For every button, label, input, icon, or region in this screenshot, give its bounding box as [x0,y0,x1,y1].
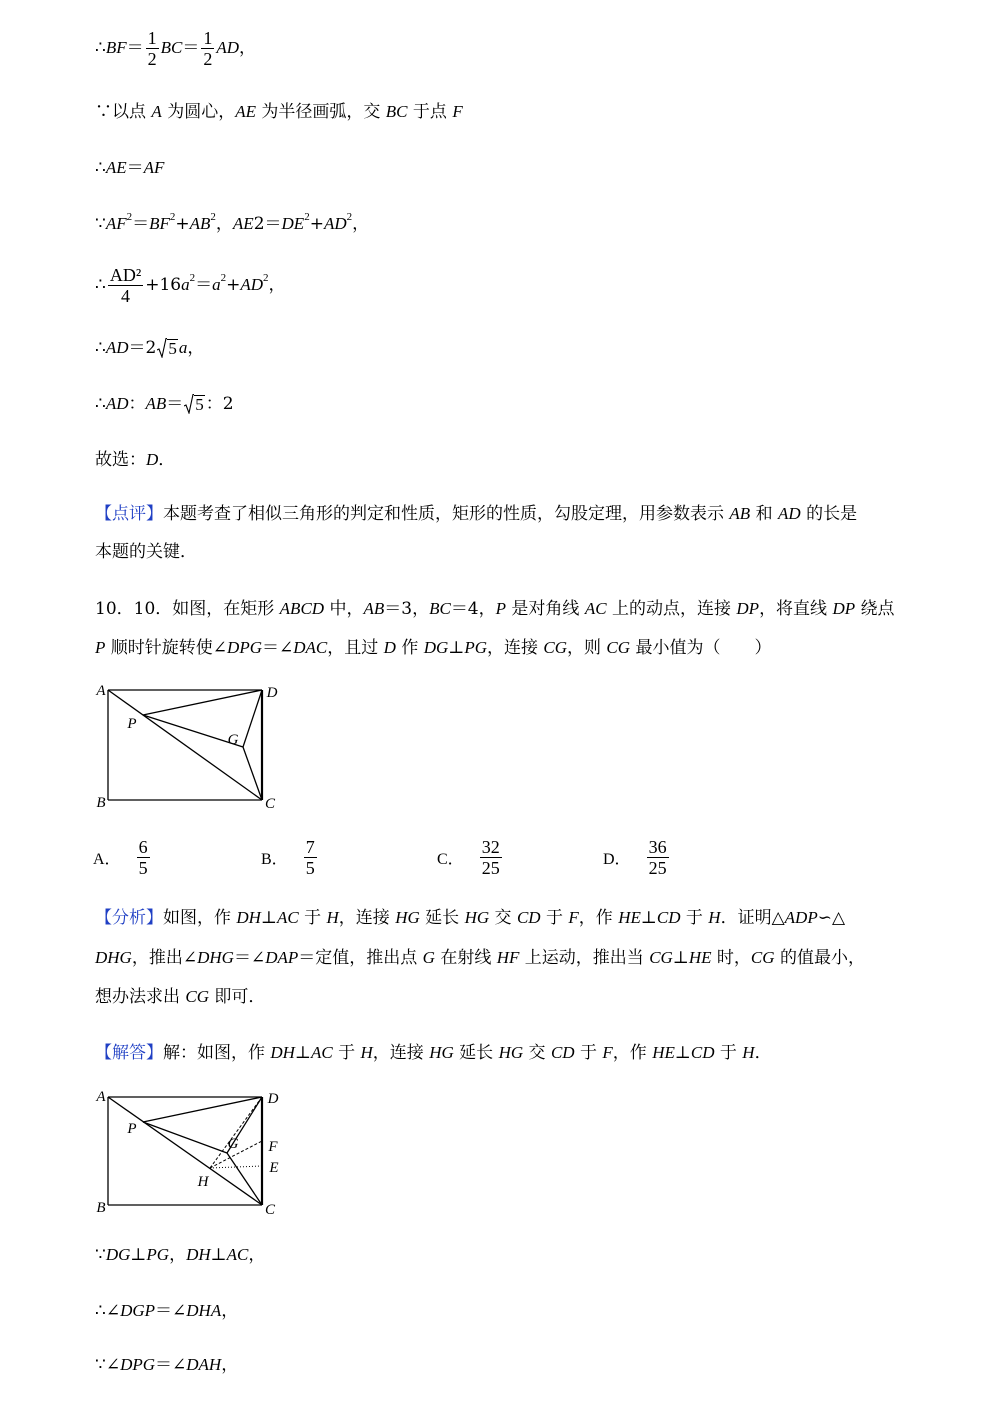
text-run: ⊥ [210,1245,227,1265]
math-variable: A [151,102,162,121]
math-variable: AE [235,102,256,121]
math-variable: HG [429,1043,454,1062]
math-variable: AD [216,38,240,57]
math-variable: AB [145,394,167,413]
step-perpendiculars [95,1243,265,1267]
analysis-line-2 [95,946,865,970]
text-run: ， [221,1355,239,1375]
text-run: ∴ [95,338,106,358]
math-variable: BC [160,38,183,57]
text-run: 想办法求出 [95,987,186,1007]
text-run: 2＝ [253,214,282,234]
text-run: + [226,275,241,295]
label-a: A [96,1089,106,1105]
text-run: ＝ [126,158,144,178]
text-run: ⊥ [260,908,277,928]
text-run: +16 [145,275,182,295]
math-variable: H [708,908,721,927]
text-run: ，作 [578,908,619,928]
text-run: ， [215,214,233,234]
step-ad-value [95,336,204,360]
math-variable: H [360,1043,373,1062]
text-run: ＝ [182,38,200,58]
step-equation: ∴ $\frac{\text{AD²}}{4}$ +16 a 2 ＝ a 2 + AD 2 ， [95,264,286,306]
text-run: 的长是 [800,504,858,524]
math-variable: AC [276,908,299,927]
math-variable: BF [105,38,127,57]
section-tag: 【分析】 [95,908,163,928]
math-variable: AD [240,275,264,294]
text-run: ∴ [95,394,106,414]
segment-dh-dashed [210,1097,262,1168]
text-run: 时， [711,948,751,968]
text-run: ⊥ [448,638,465,658]
math-variable: HE [688,948,712,967]
figure-rectangle-abcd [90,676,290,816]
question-10-line-1 [95,597,895,621]
fraction [146,28,159,69]
segment-pd [143,690,262,715]
math-variable: AF [105,214,127,233]
step-bf-equals-half-ad [95,27,257,69]
analysis-line-3 [95,985,265,1009]
fraction-numerator: 32 [481,836,500,857]
text-run: 在射线 [434,948,497,968]
math-variable: DGP [120,1301,156,1320]
math-variable: a [178,338,188,357]
text-run: 顺时针旋转使∠ [105,638,228,658]
comment-line-1 [95,502,857,526]
comment-line-2 [95,540,197,564]
math-variable: DHG [197,948,234,967]
math-variable: AB [729,504,751,523]
text-run: ⊥ [294,1043,311,1063]
text-run: ⊥ [130,1245,147,1265]
fraction-denominator: 5 [138,857,148,878]
text-run: 故选： [95,450,146,470]
text-run: ∵ [95,1245,106,1265]
section-tag: 【解答】 [95,1043,163,1063]
segment-pd [143,1097,262,1122]
text-run: ， [221,1301,239,1321]
text-run: ， [187,338,205,358]
text-run: 最小值为（ ） [630,638,772,658]
text-run: ＝∠ [155,1301,187,1321]
label-b: B [96,795,106,811]
analysis-line-1 [95,906,845,930]
text-run: 如图，作 [163,908,237,928]
text-run: ， [248,1245,266,1265]
solution-intro [95,1041,772,1065]
text-run: ⊥ [674,1043,691,1063]
option-letter: B． [261,850,288,868]
step-angle-dpg-dah [95,1353,238,1377]
text-run: ∴ [95,275,106,295]
option-fraction [137,837,150,878]
math-variable: DH [186,1245,211,1264]
text-run: ＝ [126,38,144,58]
math-variable: DHG [95,948,132,967]
text-run: 于 [298,908,327,928]
text-run: ∴∠ [95,1301,121,1321]
text-run: 10．10．如图，在矩形 [95,599,280,619]
question-10-line-2 [95,636,771,660]
text-run: 上运动，推出当 [519,948,650,968]
text-run: ∴ [95,158,106,178]
text-run: ∵ [95,214,106,234]
text-run: ，作 [612,1043,653,1063]
text-run: ．证明△ [720,908,785,928]
option-letter: D． [603,850,631,868]
math-variable: AD [778,504,801,523]
math-variable: AC [584,599,607,618]
option-fraction [304,837,317,878]
math-variable: PG [464,638,487,657]
text-run: ：2 [205,394,234,414]
math-variable: DAP [265,948,299,967]
math-variable: AD [323,214,347,233]
fraction-denominator: 2 [147,48,157,69]
math-variable: DP [832,599,856,618]
math-variable: D [383,638,396,657]
label-e: E [269,1160,279,1176]
math-variable: BC [385,102,408,121]
text-run: ＝∠ [262,638,294,658]
text-run: ＝4， [450,599,496,619]
math-variable: DH [270,1043,295,1062]
section-tag: 【点评】 [95,504,163,524]
segment-gc [227,1153,262,1205]
math-variable: HG [395,908,420,927]
text-run: 本题考查了相似三角形的判定和性质，矩形的性质，勾股定理，用参数表示 [163,504,730,524]
segment-pg [143,1122,227,1153]
text-run: ＝ [132,214,150,234]
fraction-numerator: 36 [648,836,667,857]
math-variable: P [495,599,507,618]
fraction-denominator: 4 [121,285,131,306]
text-run: 为半径画弧，交 [255,102,386,122]
math-variable: CG [649,948,673,967]
text-run: ． [158,450,176,470]
math-variable: DAC [293,638,328,657]
math-variable: DH [236,908,261,927]
math-variable: DE [281,214,305,233]
math-variable: AE [232,214,254,233]
text-run: 于点 [407,102,453,122]
text-run: ∽△ [817,908,846,928]
text-run: ∵以点 [95,102,152,122]
fraction-numerator: AD² [109,264,142,285]
label-c: C [264,1202,276,1218]
label-c: C [264,796,276,812]
text-run: ，推出∠ [131,948,198,968]
text-run: 交 [523,1043,551,1063]
label-p: P [127,1121,137,1137]
text-run: ＝ [195,275,213,295]
math-variable: HG [464,908,490,927]
text-run: ∴ [95,38,106,58]
text-run: ∵∠ [95,1355,121,1375]
math-variable: a [212,275,221,294]
math-variable: DPG [120,1355,156,1374]
text-run: 即可． [209,987,266,1007]
math-variable: CG [543,638,568,657]
text-run: ＝2 [128,338,157,358]
fraction-denominator: 2 [203,48,213,69]
label-g: G [227,1136,239,1152]
fraction-numerator: 6 [138,836,148,857]
text-run: 于 [680,908,709,928]
math-variable: CD [516,908,541,927]
option-b [261,835,319,879]
answer-choice [95,448,175,472]
fraction [108,265,143,306]
math-variable: AB [363,599,385,618]
math-variable: CG [606,638,631,657]
text-run: ⊥ [672,948,689,968]
text-run: ＝定值，推出点 [298,948,423,968]
step-angle-dgp-dha [95,1299,238,1323]
text-run: ＝∠ [233,948,266,968]
text-run: ， [352,214,370,234]
sqrt-radicand: 5 [168,339,177,358]
text-run: ，且过 [327,638,384,658]
math-variable: D [146,450,159,469]
text-run: ， [169,1245,187,1265]
step-ratio [95,392,234,416]
text-run: 是对角线 [506,599,585,619]
math-variable: AC [310,1043,333,1062]
text-run: ，则 [567,638,607,658]
math-variable: CG [185,987,210,1006]
text-run: 于 [574,1043,603,1063]
label-d: D [267,1091,279,1107]
text-run: ＝3， [384,599,430,619]
option-letter: C． [437,850,464,868]
text-run: 上的动点，连接 [606,599,737,619]
math-variable: CD [656,908,681,927]
step-pythagoras: ∵ AF 2 ＝ BF 2 + AB 2 ， AE 2＝ DE 2 + AD 2 ， [95,211,370,234]
math-variable: DAH [186,1355,222,1374]
square-root [184,394,205,414]
option-a [93,835,152,879]
text-run: 延长 [419,908,465,928]
text-run: ， [239,38,257,58]
math-variable: F [568,908,579,927]
math-variable: H [326,908,339,927]
math-variable: AB [189,214,211,233]
fraction-numerator: 1 [147,27,157,48]
option-fraction [647,837,669,878]
fraction-numerator: 7 [305,836,315,857]
math-variable: P [95,638,106,657]
math-variable: AF [143,158,165,177]
label-a: A [96,683,106,699]
label-d: D [266,685,278,701]
radical-sign-icon [157,338,167,358]
math-variable: HE [652,1043,675,1062]
text-run: ，连接 [486,638,544,658]
text-run: + [175,214,190,234]
fraction [201,28,214,69]
option-c [437,835,504,879]
math-variable: DHA [186,1301,222,1320]
segment-gd [243,690,262,747]
text-run: 绕点 [855,599,895,619]
text-run: ． [754,1043,772,1063]
text-run: + [309,214,324,234]
step-ae-equals-af [95,156,164,180]
text-run: 于 [714,1043,743,1063]
text-run: 于 [540,908,569,928]
math-variable: DG [105,1245,131,1264]
text-run: 解：如图，作 [163,1043,271,1063]
text-run: 中， [324,599,364,619]
figure-solution-construction [90,1084,290,1220]
text-run: 作 [395,638,424,658]
math-variable: AD [105,394,129,413]
math-variable: PG [146,1245,170,1264]
math-variable: DPG [227,638,262,657]
fraction-denominator: 25 [648,857,667,878]
math-variable: CG [750,948,775,967]
text-run: ， [268,275,286,295]
math-variable: HF [496,948,520,967]
math-variable: AC [226,1245,249,1264]
text-run: ＝ [166,394,184,414]
segment-gc [243,747,262,800]
text-run: ，连接 [338,908,396,928]
math-variable: HG [498,1043,524,1062]
math-variable: CD [690,1043,715,1062]
text-run: 的值最小， [774,948,865,968]
text-run: 交 [489,908,517,928]
math-variable: CD [550,1043,575,1062]
text-run: ＝∠ [155,1355,187,1375]
text-run: ⊥ [640,908,657,928]
square-root [157,338,178,358]
option-fraction [480,837,502,878]
label-h: H [197,1174,209,1190]
label-g: G [227,732,239,748]
math-variable: AE [105,158,127,177]
math-variable: DP [736,599,760,618]
math-variable: a [181,275,190,294]
math-variable: ADP [784,908,818,927]
math-variable: BF [149,214,170,233]
text-run: ： [128,394,146,414]
option-d [603,835,671,879]
step-arc-construction [95,100,463,124]
math-variable: F [452,102,463,121]
text-run: ，连接 [372,1043,430,1063]
label-p: P [127,716,137,732]
radical-sign-icon [184,394,194,414]
math-variable: F [602,1043,613,1062]
label-b: B [96,1200,106,1216]
math-variable: ABCD [279,599,325,618]
math-variable: BC [429,599,451,618]
math-variable: AD [105,338,129,357]
math-variable: HE [618,908,641,927]
text-run: 和 [750,504,778,524]
text-run: ，将直线 [759,599,833,619]
sqrt-radicand: 5 [195,395,204,414]
label-f: F [268,1139,278,1155]
math-variable: H [742,1043,755,1062]
text-run: 延长 [453,1043,499,1063]
math-variable: DG [423,638,449,657]
fraction-denominator: 5 [305,857,315,878]
math-variable: G [422,948,435,967]
fraction-numerator: 1 [203,27,213,48]
text-run: 本题的关键． [95,542,197,562]
option-letter: A． [93,850,121,868]
text-run: 于 [332,1043,361,1063]
text-run: 为圆心， [161,102,236,122]
fraction-denominator: 25 [481,857,500,878]
